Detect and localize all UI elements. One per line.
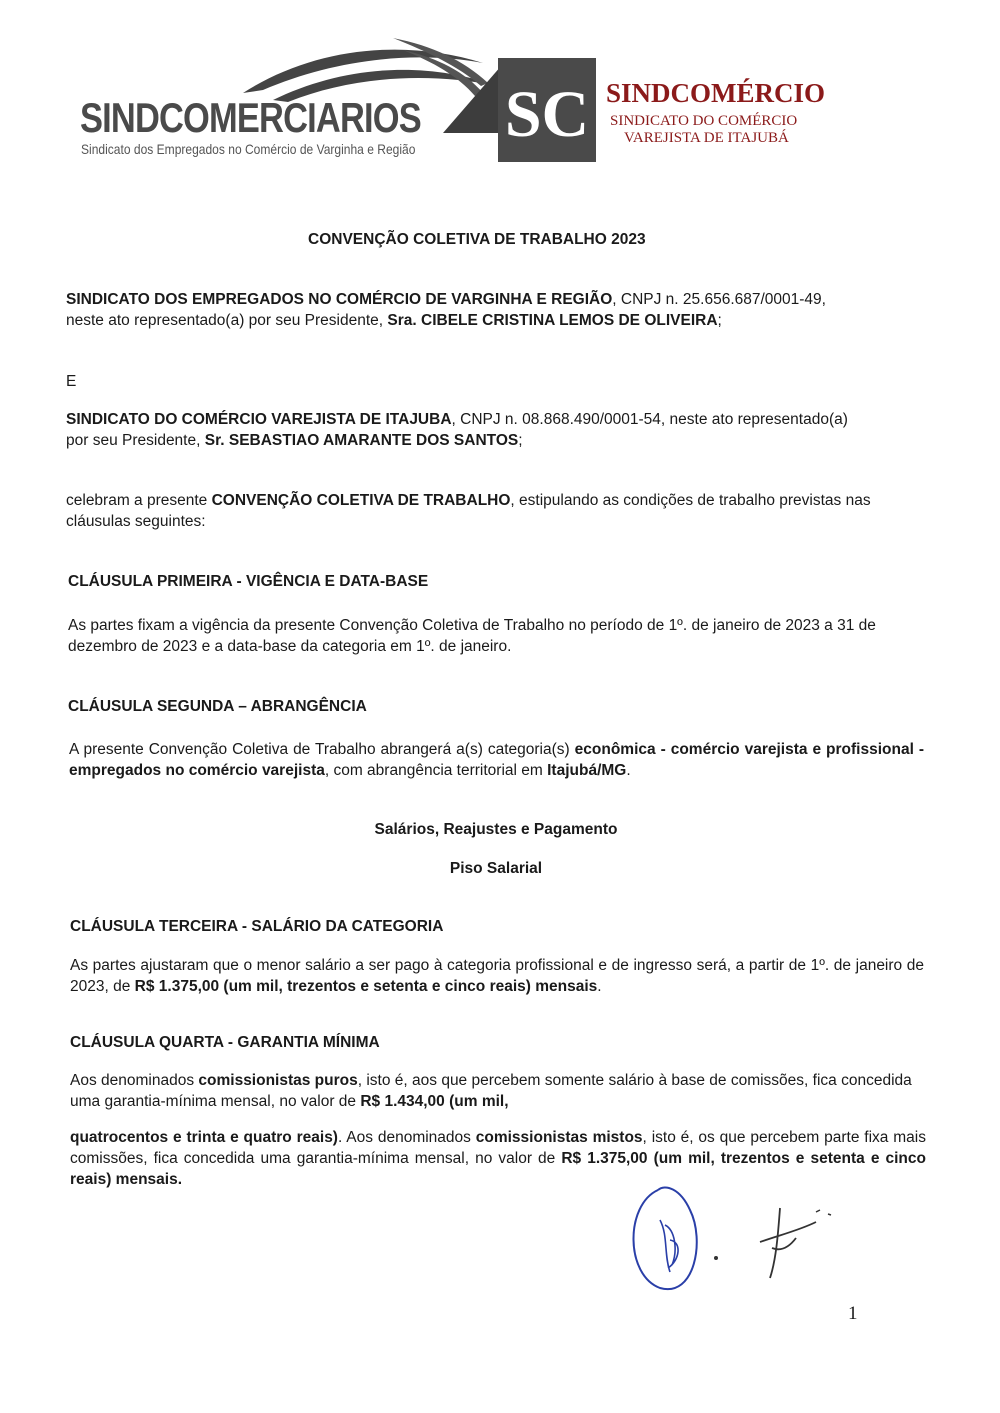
- clause2-mid: , com abrangência territorial em: [324, 762, 548, 779]
- brand-subtitle: Sindicato dos Empregados no Comércio de Varginha e Região: [81, 141, 416, 157]
- clause4-pure-value-cont: quatrocentos e trinta e quatro reais): [70, 1129, 338, 1146]
- clause4-pure-value: R$ 1.434,00 (um mil,: [360, 1093, 509, 1110]
- clause2-category: econômica - comércio varejista e profissional - empregados no comércio varejista: [69, 741, 924, 779]
- party2-paragraph: [66, 409, 922, 451]
- sc-monogram-icon: [498, 58, 596, 162]
- sindcomercio-line1: SINDICATO DO COMÉRCIO: [610, 113, 798, 129]
- party2-cnpj: , CNPJ n. 08.868.490/0001-54, neste ato representado(a): [451, 411, 848, 428]
- clause3-salary: R$ 1.375,00 (um mil, trezentos e setenta e cinco reais) mensais: [134, 978, 598, 995]
- clause2-heading: CLÁUSULA SEGUNDA – ABRANGÊNCIA: [68, 698, 367, 715]
- party1-cnpj: , CNPJ n. 25.656.687/0001-49,: [612, 291, 826, 308]
- clause4-p1-pre: Aos denominados: [70, 1072, 199, 1089]
- party1-president: Sra. CIBELE CRISTINA LEMOS DE OLIVEIRA: [387, 312, 718, 329]
- clause4-p2-mid2: , isto é, os que percebem parte fixa mais comissões, fica concedida uma garantia-mínima mensal, no valor de: [70, 1129, 926, 1167]
- clause4-heading: CLÁUSULA QUARTA - GARANTIA MÍNIMA: [70, 1034, 380, 1051]
- intro-pre: celebram a presente: [66, 492, 212, 509]
- clause4-p2-mid1: . Aos denominados: [337, 1129, 476, 1146]
- clause1-text: As partes fixam a vigência da presente Convenção Coletiva de Trabalho no período de 1º. de janeiro de 2023 a 31 de dezembro de 2023 e a data-base da categoria em 1º. de janeiro.: [68, 617, 876, 655]
- svg-text:SC: SC: [504, 78, 590, 151]
- clause2-text: [69, 739, 924, 781]
- party2-represented: por seu Presidente,: [66, 432, 205, 449]
- sindcomercio-line2: VAREJISTA DE ITAJUBÁ: [624, 130, 789, 146]
- party1-paragraph: [66, 289, 922, 331]
- brand-name: SINDCOMERCIARIOS: [80, 94, 421, 141]
- clause3-heading: CLÁUSULA TERCEIRA - SALÁRIO DA CATEGORIA: [70, 918, 444, 935]
- party1-name: SINDICATO DOS EMPREGADOS NO COMÉRCIO DE VARGINHA E REGIÃO: [66, 291, 613, 308]
- sindcomercio-logo: [498, 58, 898, 168]
- document-title: CONVENÇÃO COLETIVA DE TRABALHO 2023: [308, 231, 646, 248]
- sindcomerciarios-logo: [78, 38, 468, 163]
- section-subtitle: Piso Salarial: [449, 860, 543, 877]
- clause1-heading: CLÁUSULA PRIMEIRA - VIGÊNCIA E DATA-BASE: [68, 573, 429, 590]
- intro-post: , estipulando as condições de trabalho previstas nas cláusulas seguintes:: [66, 492, 871, 530]
- party1-end: ;: [717, 312, 722, 329]
- intro-paragraph: [66, 490, 922, 532]
- clause2-territory: Itajubá/MG: [547, 762, 627, 779]
- party2-end: ;: [518, 432, 523, 449]
- intro-bold: CONVENÇÃO COLETIVA DE TRABALHO: [211, 492, 511, 509]
- handwritten-signatures: [620, 1180, 850, 1300]
- clause3-text: [70, 955, 924, 997]
- clause4-mixed-value: R$ 1.375,00 (um mil, trezentos e setenta e cinco reais) mensais.: [70, 1150, 926, 1188]
- sindcomercio-title: SINDCOMÉRCIO: [606, 78, 826, 108]
- clause4-pure-commission: comissionistas puros: [198, 1072, 358, 1089]
- clause3-pre: As partes ajustaram que o menor salário a ser pago à categoria profissional e de ingresso será, a partir de 1º. de janeiro de 2023, de: [70, 957, 924, 995]
- party2-president: Sr. SEBASTIAO AMARANTE DOS SANTOS: [204, 432, 519, 449]
- clause4-mixed-commission: comissionistas mistos: [475, 1129, 643, 1146]
- clause4-paragraph1: [70, 1070, 926, 1112]
- section-title: Salários, Reajustes e Pagamento: [374, 821, 618, 838]
- page-number: 1: [848, 1303, 858, 1324]
- party1-represented: neste ato representado(a) por seu Presidente,: [66, 312, 388, 329]
- clause4-p1-mid: , isto é, aos que percebem somente salário à base de comissões, fica concedida uma garantia-mínima mensal, no valor de: [70, 1072, 912, 1110]
- clause3-end: .: [597, 978, 602, 995]
- clause2-pre: A presente Convenção Coletiva de Trabalho abrangerá a(s) categoria(s): [69, 741, 575, 758]
- clause2-end: .: [626, 762, 631, 779]
- party2-name: SINDICATO DO COMÉRCIO VAREJISTA DE ITAJUBA: [66, 411, 452, 428]
- conjunction: E: [66, 373, 77, 390]
